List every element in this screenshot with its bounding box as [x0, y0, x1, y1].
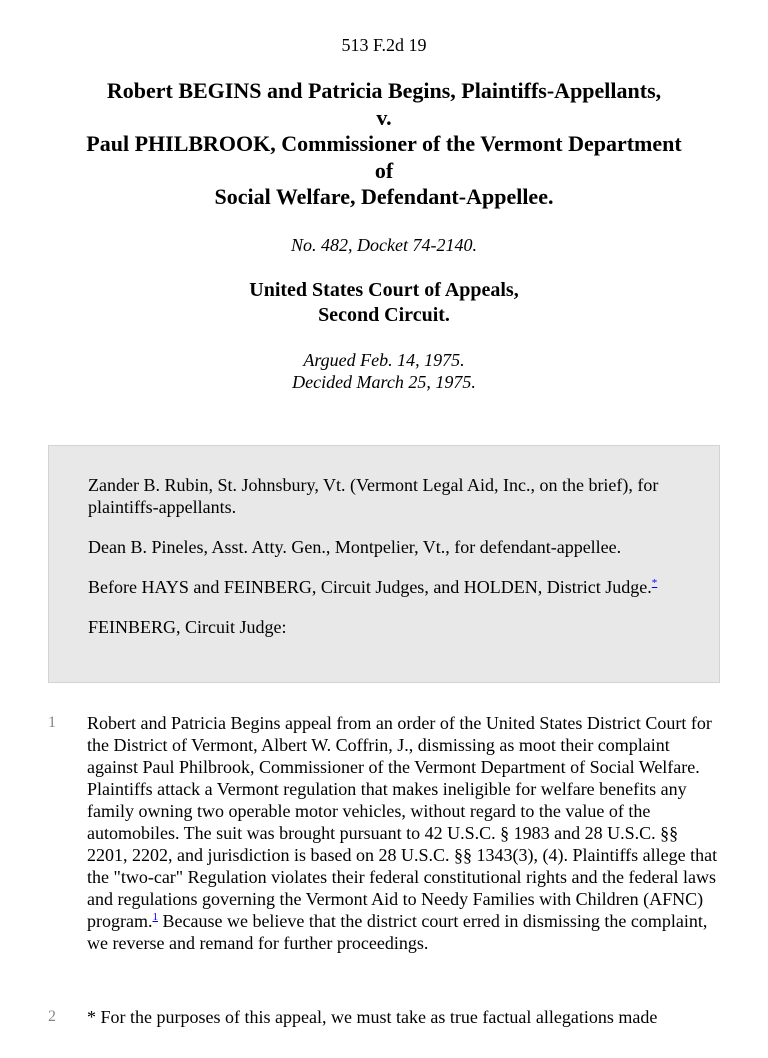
caption-line: Paul PHILBROOK, Commissioner of the Vermont Department: [86, 131, 682, 156]
counsel-box: [48, 445, 720, 683]
caption-line: Robert BEGINS and Patricia Begins, Plaintiffs-Appellants,: [106, 78, 662, 103]
paragraph-text-line: * For the purposes of this appeal, we must take as true factual allegations made: [87, 1007, 658, 1027]
panel-judges: [88, 576, 679, 598]
decided-date: Decided March 25, 1975.: [292, 371, 476, 392]
opinion-author: FEINBERG, Circuit Judge:: [88, 617, 287, 637]
court-line: Second Circuit.: [318, 303, 450, 326]
counsel-appellants: Zander B. Rubin, St. Johnsbury, Vt. (Vermont Legal Aid, Inc., on the brief), for plaintiffs-appellants.: [88, 475, 659, 517]
argued-date: Argued Feb. 14, 1975.: [303, 349, 465, 370]
citation: 513 F.2d 19: [341, 35, 427, 55]
paragraph-text-after: Because we believe that the district court erred in dismissing the complaint, we reverse and remand for further proceedings.: [87, 911, 708, 953]
paragraph-text: [87, 712, 719, 954]
case-dates: [0, 349, 768, 393]
footnote-link[interactable]: 1: [152, 911, 158, 923]
caption-line: Social Welfare, Defendant-Appellee.: [214, 184, 554, 209]
caption-line: of: [374, 157, 394, 183]
panel-text: Before HAYS and FEINBERG, Circuit Judges, and HOLDEN, District Judge.: [88, 577, 652, 597]
court-line: United States Court of Appeals,: [249, 278, 519, 301]
footnote-link[interactable]: *: [651, 577, 658, 589]
counsel-appellee: Dean B. Pineles, Asst. Atty. Gen., Montpelier, Vt., for defendant-appellee.: [88, 537, 622, 557]
docket-number: No. 482, Docket 74-2140.: [291, 234, 477, 255]
paragraph-number: 2: [48, 1008, 56, 1025]
court-name: [0, 278, 768, 328]
paragraph-text: [87, 1006, 719, 1028]
caption-line: v.: [376, 104, 392, 130]
case-caption: [0, 78, 768, 211]
paragraph-number: 1: [48, 714, 56, 731]
paragraph-text-before: Robert and Patricia Begins appeal from an order of the United States District Court for the District of Vermont, Albert W. Coffrin, J., dismissing as moot their complaint against Paul Philbrook, Commissioner of the Vermont Department of Social Welfare. Plaintiffs attack a Vermont regulation that makes ineligible for welfare benefits any family owning two operable motor vehicles, without regard to the value of the automobiles. The suit was brought pursuant to 42 U.S.C. § 1983 and 28 U.S.C. §§ 2201, 2202, and jurisdiction is based on 28 U.S.C. §§ 1343(3), (4). Plaintiffs allege that the "two-car" Regulation violates their federal constitutional rights and the federal laws and regulations governing the Vermont Aid to Needy Families with Children (AFNC) program.: [87, 713, 718, 931]
